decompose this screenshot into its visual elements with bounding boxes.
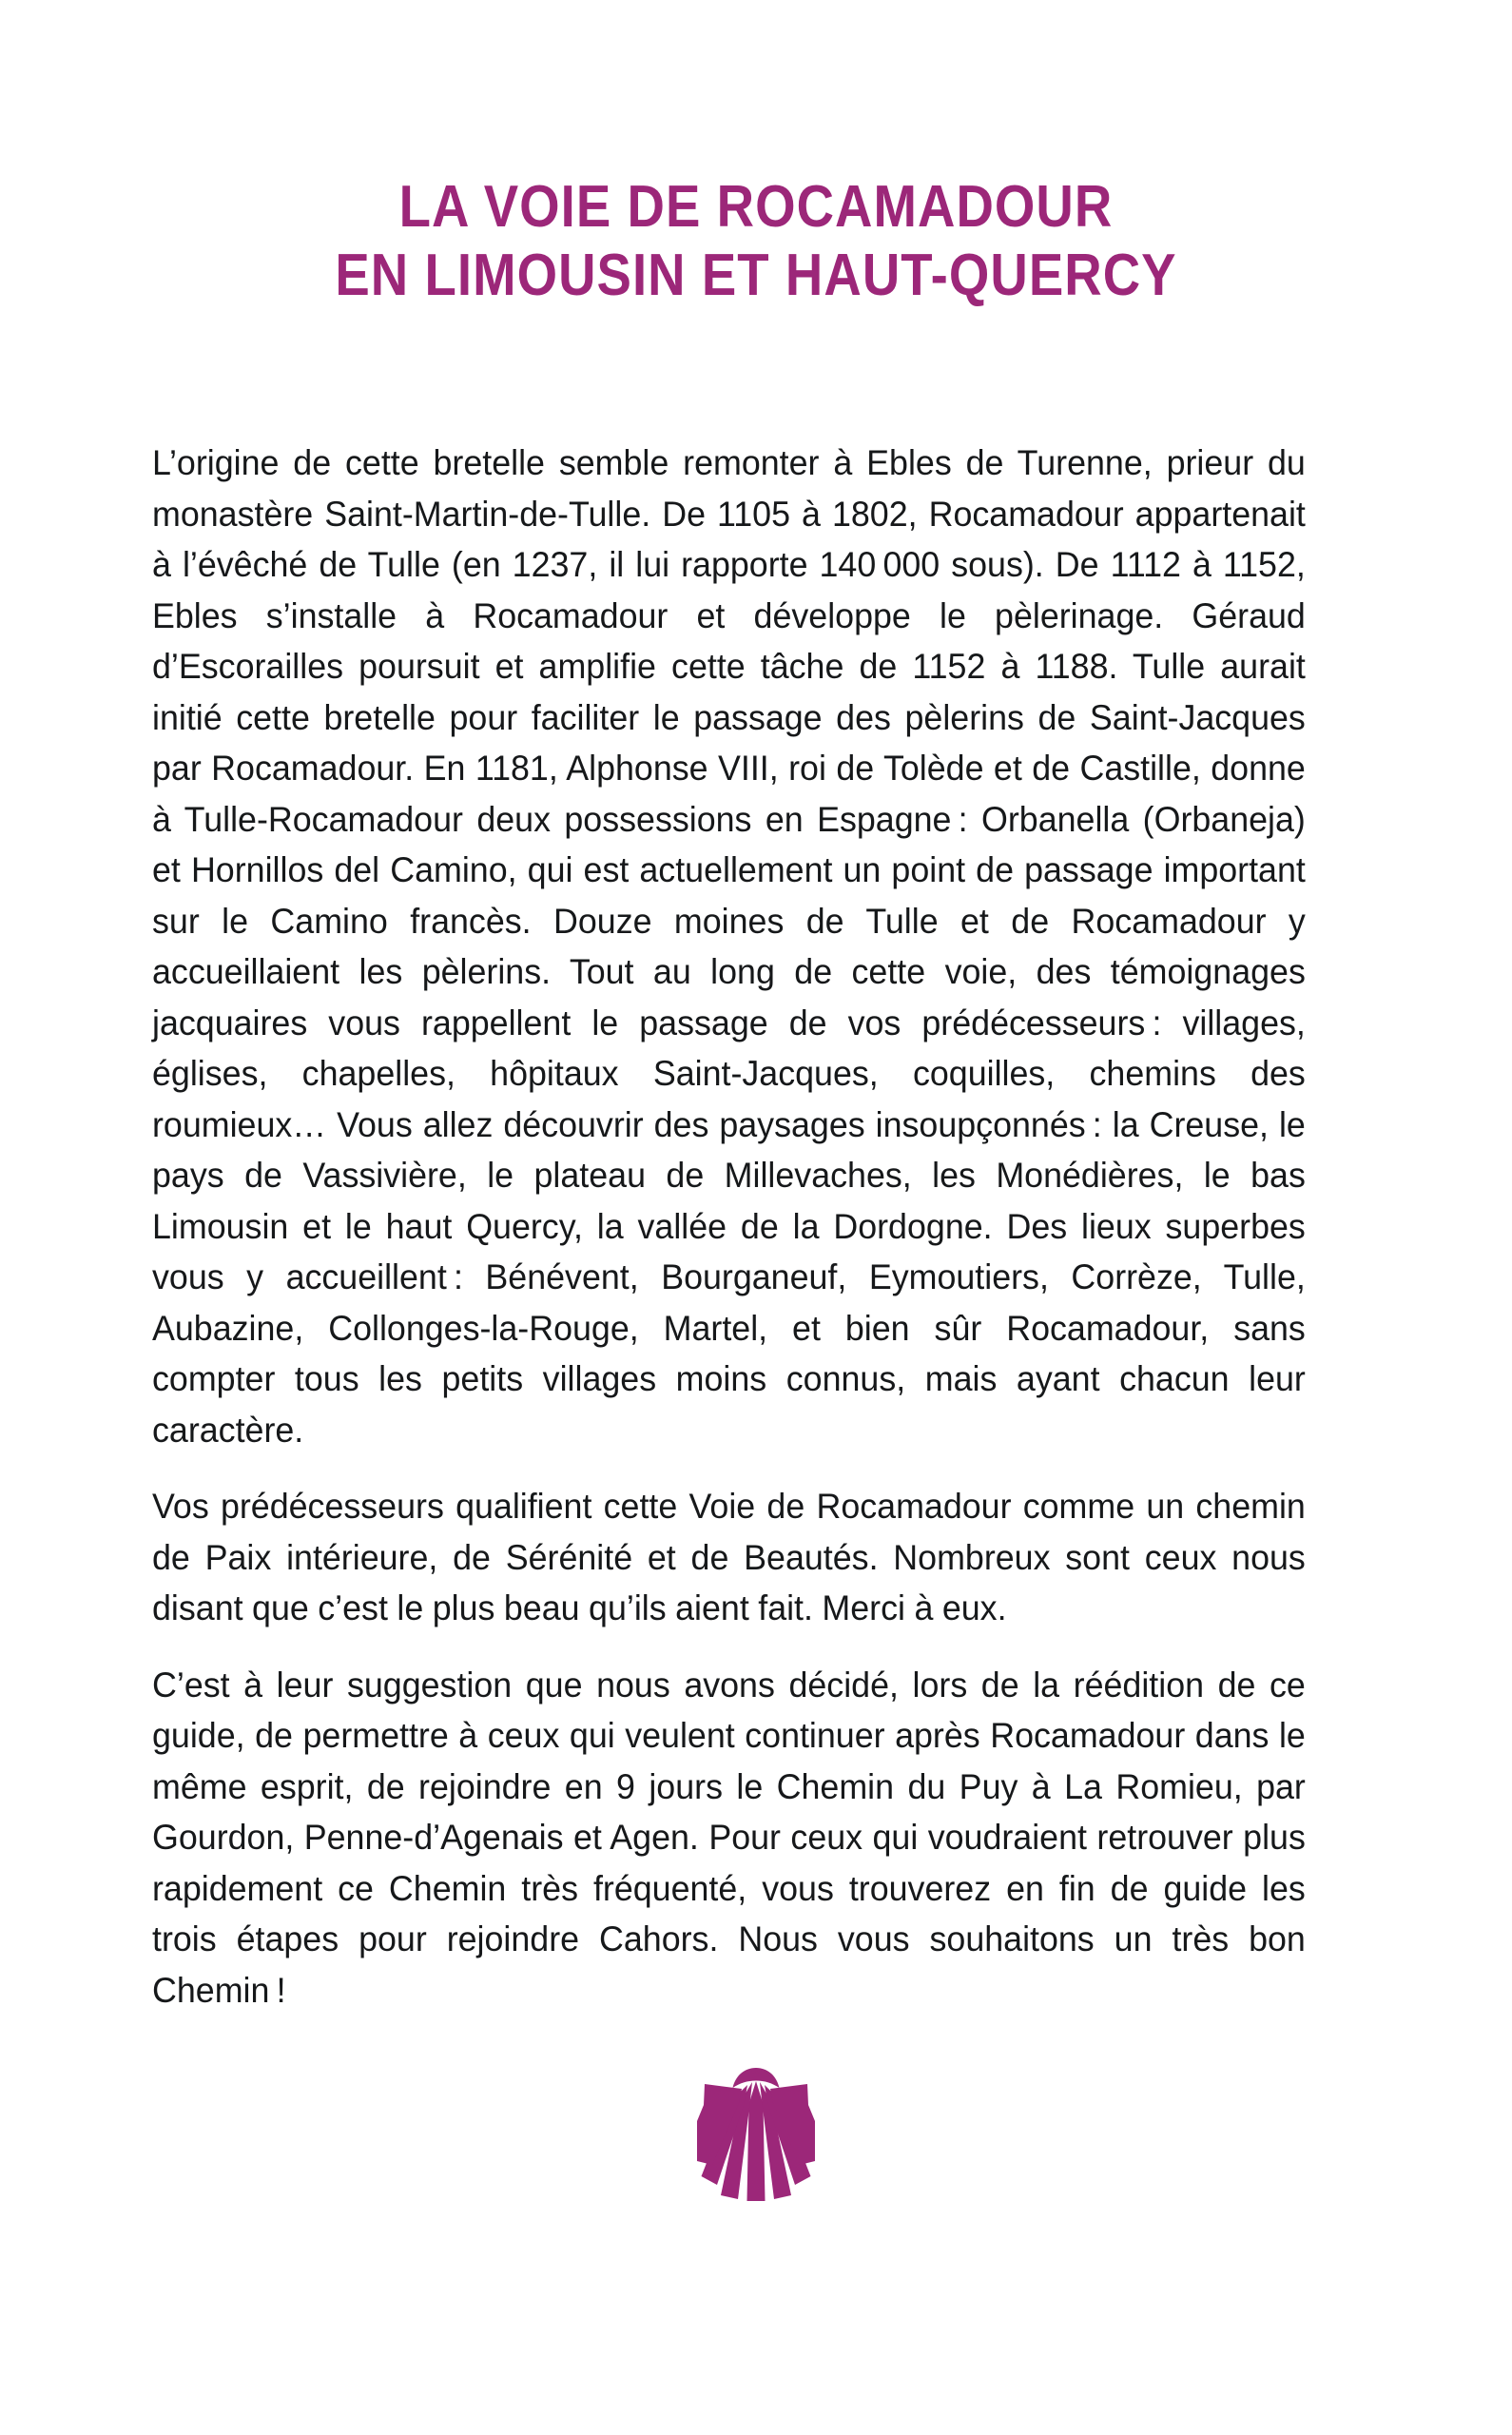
page-title-line-2: EN LIMOUSIN ET HAUT-QUERCY: [335, 243, 1177, 308]
page-title: [0, 173, 1512, 310]
paragraph-history: L’origine de cette bretelle semble remonter à Ebles de Turenne, prieur du monastère Saint-Martin-de-Tulle. De 1105 à 1802, Rocamadour appartenait à l’évêché de Tulle (en 1237, il lui rapporte 140 000 sous). De 1112 à 1152, Ebles s’installe à Rocamadour et développe le pèlerinage. Géraud d’Escorailles poursuit et amplifie cette tâche de 1152 à 1188. Tulle aurait initié cette bretelle pour faciliter le passage des pèlerins de Saint-Jacques par Rocamadour. En 1181, Alphonse VIII, roi de Tolède et de Castille, donne à Tulle-Rocamadour deux possessions en Espagne : Orbanella (Orbaneja) et Hornillos del Camino, qui est actuellement un point de passage important sur le Camino francès. Douze moines de Tulle et de Rocamadour y accueillaient les pèlerins. Tout au long de cette voie, des témoignages jacquaires vous rappellent le passage de vos prédécesseurs : villages, églises, chapelles, hôpitaux Saint-Jacques, coquilles, chemins des roumieux… Vous allez découvrir des paysages insoupçonnés : la Creuse, le pays de Vassivière, le plateau de Millevaches, les Monédières, le bas Limousin et le haut Quercy, la vallée de la Dordogne. Des lieux superbes vous y accueillent : Bénévent, Bourganeuf, Eymoutiers, Corrèze, Tulle, Aubazine, Collonges-la-Rouge, Martel, et bien sûr Rocamadour, sans compter tous les petits villages moins connus, mais ayant chacun leur caractère.: [152, 442, 1306, 1450]
footer-emblem: [0, 2062, 1512, 2207]
page-title-line-1: LA VOIE DE ROCAMADOUR: [398, 174, 1114, 240]
paragraph-testimony: Vos prédécesseurs qualifient cette Voie de Rocamadour comme un chemin de Paix intérieure, de Sérénité et de Beautés. Nombreux sont ceux nous disant que c’est le plus beau qu’ils aient fait. Merci à eux.: [152, 1486, 1306, 1627]
paragraph-extension: C’est à leur suggestion que nous avons décidé, lors de la réédition de ce guide, de permettre à ceux qui veulent continuer après Rocamadour dans le même esprit, de rejoindre en 9 jours le Chemin du Puy à La Romieu, par Gourdon, Penne-d’Agenais et Agen. Pour ceux qui voudraient retrouver plus rapidement ce Chemin très fréquenté, vous trouverez en fin de guide les trois étapes pour rejoindre Cahors. Nous vous souhaitons un très bon Chemin !: [152, 1664, 1306, 2010]
body-text-column: [152, 438, 1360, 2016]
scallop-shell-icon: [695, 2062, 817, 2207]
